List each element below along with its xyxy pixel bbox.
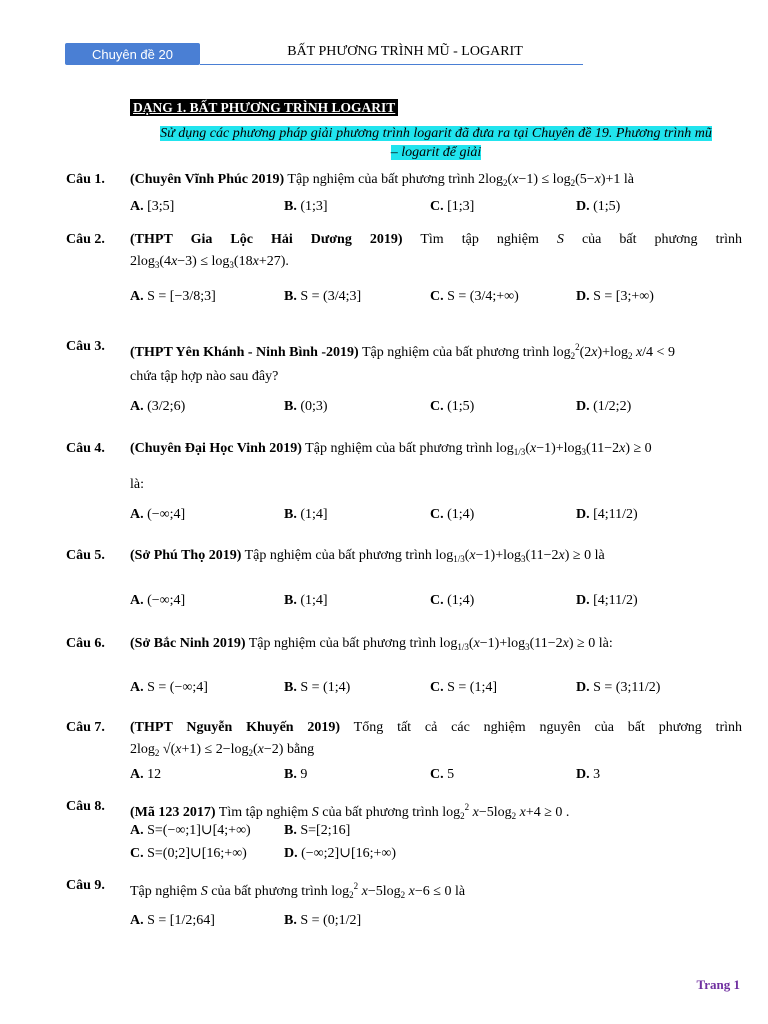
question-stem: Tổng tất cả các nghiệm nguyên của bất phương trình (353, 720, 743, 735)
option-a[interactable]: A. S = [−3/8;3] (130, 289, 216, 304)
question-stem: Tìm tập nghiệm (420, 232, 539, 247)
math-expression: $2\log_3(4x-3) \le \log_3(18x+27)$. (130, 254, 289, 270)
math-expression: $\log_2^2 x-5\log_2$ x+4 ≥ 0 . (442, 802, 570, 821)
math-expression: $\log_2^2 x-5\log_2$ x−6 ≤ 0 (331, 881, 452, 900)
question-number: Câu 9. (66, 878, 105, 893)
section-note (130, 124, 742, 162)
question-stem: Tập nghiệm của bất phương trình (244, 548, 432, 563)
header-title: BẤT PHƯƠNG TRÌNH MŨ - LOGARIT (287, 44, 523, 59)
question-tail: là (594, 548, 605, 563)
option-d[interactable]: D. S = (3;11/2) (576, 680, 661, 695)
question-tail: là (454, 884, 466, 899)
question-source: (THPT Yên Khánh - Ninh Bình -2019) (130, 345, 359, 360)
question-number: Câu 6. (66, 636, 105, 651)
question-stem: Tập nghiệm (130, 884, 198, 899)
question-text: Tập nghiệm S của bất phương trình $\log_2^2 x-5\log_2$ x−6 ≤ 0 là (130, 881, 466, 900)
question-stem: Tập nghiệm của bất phương trình (248, 636, 436, 651)
header-rule (200, 64, 583, 65)
question-text (130, 633, 742, 658)
question-tail: bằng (286, 742, 315, 757)
question-tail: là: (130, 477, 144, 492)
option-c[interactable]: C. S = (3/4;+∞) (430, 289, 519, 304)
option-b[interactable]: B. S=[2;16] (284, 823, 351, 838)
question-source: (Chuyên Đại Học Vinh 2019) (130, 441, 302, 456)
question-stem: Tập nghiệm của bất phương trình (305, 441, 493, 456)
question-text: (THPT Gia Lộc Hải Dương 2019) Tìm tập nghiệm S của bất phương trình (130, 232, 743, 247)
math-expression: $\log_{1/3}(x-1)+\log_3(11-2x) \ge 0$ (435, 548, 592, 564)
option-c[interactable]: C. (1;4) (430, 593, 475, 608)
option-b[interactable]: B. (1;4] (284, 593, 328, 608)
option-a[interactable]: A. (3/2;6) (130, 399, 186, 414)
question-text (130, 717, 742, 739)
option-d[interactable]: D. 3 (576, 767, 601, 782)
question-tail: chứa tập hợp nào sau đây? (130, 369, 279, 384)
option-c[interactable]: C. (1;4) (430, 507, 475, 522)
option-d[interactable]: D. [4;11/2) (576, 507, 638, 522)
question-source: (THPT Nguyễn Khuyến 2019) (130, 720, 341, 735)
question-source: (Mã 123 2017) (130, 805, 216, 820)
question-text: (Mã 123 2017) Tìm tập nghiệm S của bất phương trình $\log_2^2 x-5\log_2$ x+4 ≥ 0 . (130, 802, 570, 821)
option-a[interactable]: A. S = [1/2;64] (130, 913, 215, 928)
question-tail: của bất phương trình (322, 805, 439, 820)
question-tail: là: (598, 636, 613, 651)
option-b[interactable]: B. S = (1;4) (284, 680, 351, 695)
question-text (130, 438, 742, 463)
option-b[interactable]: B. S = (0;1/2] (284, 913, 362, 928)
question-tail: là (623, 172, 635, 187)
section-note-line2: – logarit để giải (390, 145, 482, 160)
question-stem: Tìm tập nghiệm (218, 805, 309, 820)
section-title: DẠNG 1. BẤT PHƯƠNG TRÌNH LOGARIT (130, 99, 398, 116)
math-expression: $2\log_2$ $√(x+1) \le 2-\log_2(x-2)$ bằng (130, 742, 315, 758)
question-source: (Sở Phú Thọ 2019) (130, 548, 242, 563)
question-number: Câu 5. (66, 548, 105, 563)
question-source: (THPT Gia Lộc Hải Dương 2019) (130, 232, 403, 247)
option-d[interactable]: D. [4;11/2) (576, 593, 638, 608)
question-tail: của bất phương trình (211, 884, 328, 899)
question-source: (Sở Bắc Ninh 2019) (130, 636, 246, 651)
math-expression: $\log_{1/3}(x-1)+\log_3(11-2x) \ge 0$ (439, 636, 596, 652)
option-c[interactable]: C. S = (1;4] (430, 680, 498, 695)
option-c[interactable]: C. [1;3] (430, 199, 475, 214)
question-tail: của bất phương trình (581, 232, 743, 247)
option-b[interactable]: B. (0;3) (284, 399, 328, 414)
page-number: 1 (733, 977, 740, 992)
option-a[interactable]: A. [3;5] (130, 199, 175, 214)
option-b[interactable]: B. (1;3] (284, 199, 328, 214)
option-a[interactable]: A. S = (−∞;4] (130, 680, 208, 695)
option-a[interactable]: A. (−∞;4] (130, 593, 186, 608)
question-number: Câu 8. (66, 799, 105, 814)
topic-badge: Chuyên đề 20 (65, 43, 200, 65)
section-note-line1: Sử dụng các phương pháp giải phương trình logarit đã đưa ra tại Chuyên đề 19. Phương trình mũ (160, 126, 712, 141)
option-b[interactable]: B. S = (3/4;3] (284, 289, 362, 304)
page-footer (697, 977, 740, 993)
math-expression: $\log_{1/3}(x-1)+\log_3(11-2x) \ge 0$ (495, 441, 652, 457)
question-stem: Tập nghiệm của bất phương trình (287, 172, 475, 187)
option-d[interactable]: D. (1;5) (576, 199, 621, 214)
question-source: (Chuyên Vĩnh Phúc 2019) (130, 172, 285, 187)
page-label: Trang (696, 977, 731, 992)
option-d[interactable]: D. (1/2;2) (576, 399, 632, 414)
question-text (130, 336, 742, 367)
option-a[interactable]: A. S=(−∞;1]∪[4;+∞) (130, 823, 251, 838)
question-number: Câu 4. (66, 441, 105, 456)
option-b[interactable]: B. 9 (284, 767, 308, 782)
question-stem: Tập nghiệm của bất phương trình (361, 345, 550, 360)
option-c[interactable]: C. S=(0;2]∪[16;+∞) (130, 846, 247, 861)
question-number: Câu 2. (66, 232, 105, 247)
question-number: Câu 7. (66, 720, 105, 735)
option-d[interactable]: D. (−∞;2]∪[16;+∞) (284, 846, 397, 861)
math-expression: $\log_2^2(2x)+\log_2$ x/4 < 9 (552, 342, 675, 361)
option-a[interactable]: A. (−∞;4] (130, 507, 186, 522)
question-text (130, 169, 742, 194)
option-c[interactable]: C. 5 (430, 767, 455, 782)
question-number: Câu 1. (66, 172, 105, 187)
question-text (130, 545, 742, 570)
option-d[interactable]: D. S = [3;+∞) (576, 289, 654, 304)
option-a[interactable]: A. 12 (130, 767, 162, 782)
option-b[interactable]: B. (1;4] (284, 507, 328, 522)
math-expression: $2\log_2(x-1) \le \log_2(5-x)+1$ (478, 172, 621, 188)
question-number: Câu 3. (66, 339, 105, 354)
option-c[interactable]: C. (1;5) (430, 399, 475, 414)
